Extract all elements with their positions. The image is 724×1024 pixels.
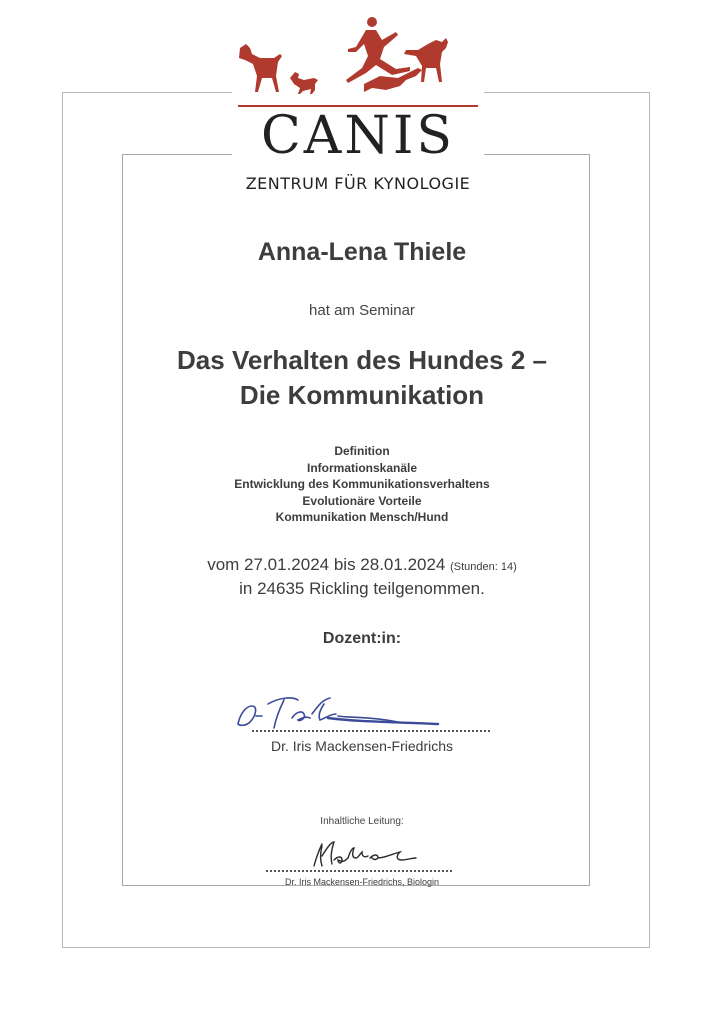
lecturer-signature — [228, 688, 468, 734]
topic-item: Informationskanäle — [306, 460, 418, 475]
seminar-title-line-2: Die Kommunikation — [239, 380, 485, 410]
brand-wordmark: CANIS — [260, 106, 455, 166]
lecturer-name: Dr. Iris Mackensen-Friedrichs — [270, 738, 454, 754]
topic-item: Definition — [334, 444, 390, 458]
hours-note: (Stunden: 14) — [450, 561, 517, 573]
seminar-title-line-1: Das Verhalten des Hundes 2 – — [177, 345, 547, 375]
topic-item: Entwicklung des Kommunikationsverhaltens — [234, 477, 490, 491]
date-range: vom 27.01.2024 bis 28.01.2024 — [207, 555, 446, 574]
lead-name: Dr. Iris Mackensen-Friedrichs, Biologin — [284, 877, 440, 887]
dogs-and-runner-icon — [232, 14, 484, 114]
location-line: in 24635 Rickling teilgenommen. — [239, 579, 485, 598]
lecturer-label: Dozent:in: — [322, 630, 402, 647]
lead-label: Inhaltliche Leitung: — [320, 816, 404, 827]
signature-line — [252, 730, 490, 732]
topic-item: Evolutionäre Vorteile — [302, 493, 422, 508]
date-line — [0, 554, 724, 578]
canis-logo — [232, 14, 484, 193]
topic-item: Kommunikation Mensch/Hund — [275, 510, 449, 524]
seminar-title — [0, 343, 724, 413]
topic-list — [0, 443, 724, 526]
date-block — [0, 554, 724, 600]
signature-line — [266, 870, 452, 872]
brand-tagline: ZENTRUM FÜR KYNOLOGIE — [245, 174, 471, 193]
recipient-name: Anna-Lena Thiele — [257, 238, 467, 266]
intro-text: hat am Seminar — [309, 302, 415, 319]
lead-signature — [304, 838, 424, 872]
